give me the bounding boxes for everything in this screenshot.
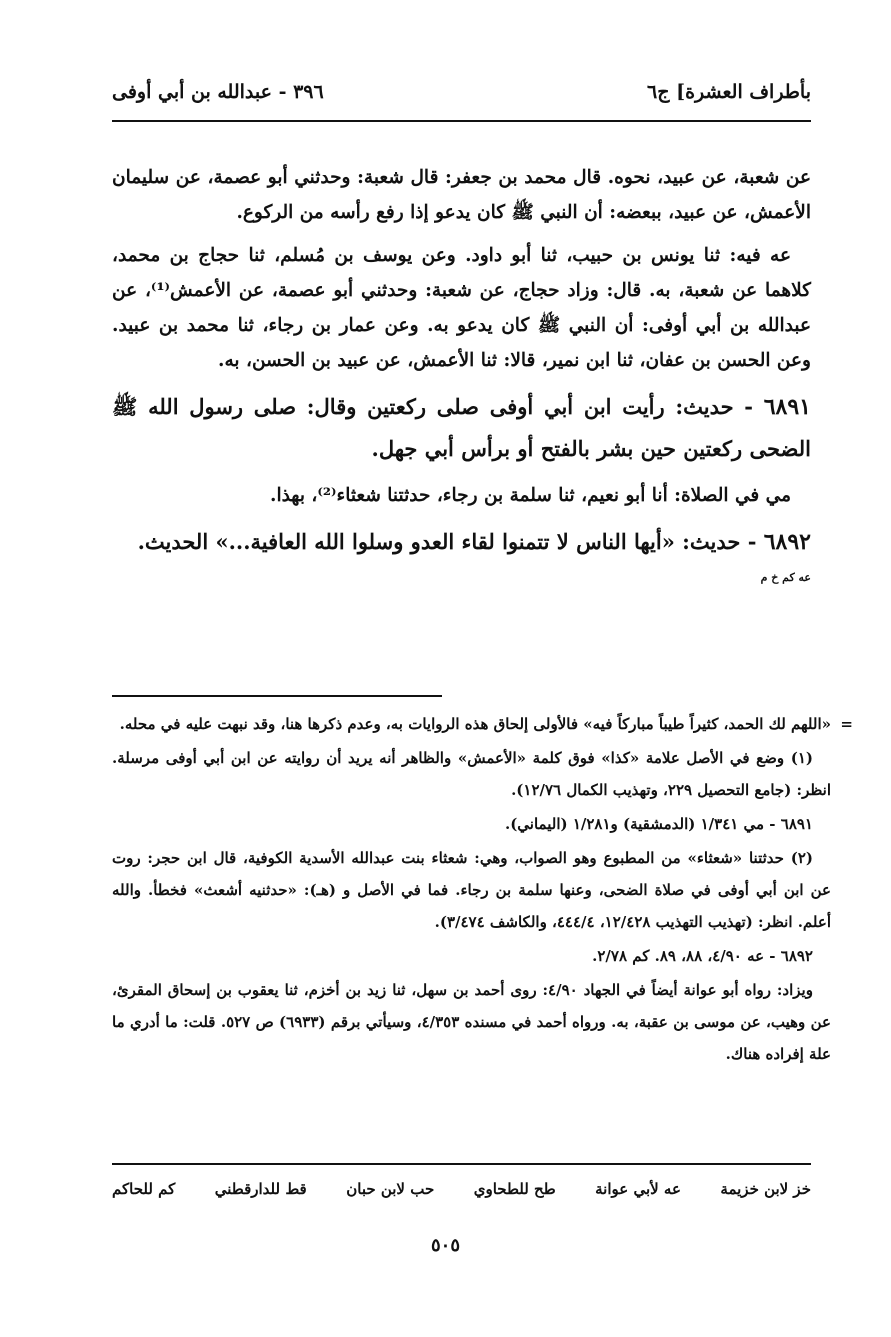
hadith-text: - حديث: رأيت ابن أبي أوفى صلى ركعتين وقال: صلى رسول الله ﷺ الضحى ركعتين حين بشر بالفتح أو برأس أبي جهل.	[112, 394, 811, 461]
page-number: ٥٠٥	[430, 1235, 460, 1256]
footnote-addition: ويزاد: رواه أبو عوانة أيضاً في الجهاد ٤/٩٠: روى أحمد بن سهل، ثنا زيد بن أخزم، ثنا يعقوب بن إسحاق المقرئ، عن وهيب، عن موسى بن عقبة، به. ورواه أحمد في مسنده ٤/٣٥٣، وسيأتي برقم (٦٩٣٣) ص ٥٢٧. قلت: ما أدري ما علة إفراده هناك.	[112, 981, 832, 1063]
paragraph-2: عه فيه: ثنا يونس بن حبيب، ثنا أبو داود. وعن يوسف بن مُسلم، ثنا حجاج بن محمد، كلاهما عن شعبة، به. قال: وزاد حجاج، عن شعبة: وحدثني أبو عصمة، عن الأعمش⁽¹⁾، عن عبدالله بن أبي أوفى: أن النبي ﷺ كان يدعو به. وعن عمار بن رجاء، ثنا محمد بن عبيد. وعن الحسن بن عفان، ثنا ابن نمير، قالا: ثنا الأعمش، عن عبيد بن الحسن، به.	[112, 245, 811, 371]
hadith-number: ٦٨٩١	[763, 394, 811, 420]
abbr-item: عه لأبي عوانة	[595, 1180, 681, 1198]
hadith-number: ٦٨٩٢	[763, 529, 811, 555]
footnotes	[112, 708, 853, 1072]
continuation-mark: =	[840, 715, 853, 733]
footnote-separator	[112, 695, 442, 697]
page-header	[112, 72, 811, 122]
abbr-item: خز لابن خزيمة	[720, 1180, 811, 1198]
abbreviation-key	[112, 1180, 811, 1198]
main-text	[112, 160, 811, 593]
hadith-6891	[112, 386, 811, 470]
hadith-text: - حديث: «أيها الناس لا تتمنوا لقاء العدو وسلوا الله العافية...» الحديث.	[137, 529, 757, 554]
abbr-item: قط للدارقطني	[214, 1180, 307, 1198]
footnote-continued	[112, 708, 853, 740]
header-chapter-title: ٣٩٦ - عبدالله بن أبي أوفى	[112, 81, 324, 103]
footer-separator	[112, 1163, 811, 1165]
hadith-source-symbols: عه كم خ م	[760, 571, 811, 584]
footnote-ref-6892: ٦٨٩٢ - عه ٤/٩٠، ٨٨، ٨٩. كم ٢/٧٨.	[592, 947, 813, 965]
footnote-2: (٢) حدثتنا «شعثاء» من المطبوع وهو الصواب، وهي: شعثاء بنت عبدالله الأسدية الكوفية، قال ابن حجر: روت عن ابن أبي أوفى في صلاة الضحى، وعنها سلمة بن رجاء. فما في الأصل و (هـ): «حدثنيه أشعث» فخطأ. والله أعلم. انظر: (تهذيب التهذيب ١٢/٤٢٨، ٤٤٤/٤، والكاشف ٣/٤٧٤).	[112, 849, 831, 931]
header-volume-title: بأطراف العشرة] ج٦	[647, 81, 811, 103]
abbr-item: طح للطحاوي	[473, 1180, 556, 1198]
abbr-item: حب لابن حبان	[346, 1180, 435, 1198]
abbr-item: كم للحاكم	[112, 1180, 176, 1198]
hadith-6892	[112, 521, 811, 563]
footnote-1: (١) وضع في الأصل علامة «كذا» فوق كلمة «الأعمش» والظاهر أنه يريد أن روايته عن ابن أبي أوفى مرسلة. انظر: (جامع التحصيل ٢٢٩، وتهذيب الكمال ١٢/٧٦).	[112, 749, 831, 799]
footnote-text: «اللهم لك الحمد، كثيراً طيباً مباركاً فيه» فالأولى إلحاق هذه الروايات به، وعدم ذكرها هنا، وقد نبهت عليه في محله.	[119, 715, 831, 733]
footnote-ref-6891: ٦٨٩١ - مي ١/٣٤١ (الدمشقية) و١/٢٨١ (اليماني).	[504, 815, 813, 833]
paragraph-1: عن شعبة، عن عبيد، نحوه. قال محمد بن جعفر: قال شعبة: وحدثني أبو عصمة، عن سليمان الأعمش، عن عبيد، ببعضه: أن النبي ﷺ كان يدعو إذا رفع رأسه من الركوع.	[112, 167, 811, 223]
paragraph-3: مي في الصلاة: أنا أبو نعيم، ثنا سلمة بن رجاء، حدثتنا شعثاء⁽²⁾، بهذا.	[270, 485, 791, 506]
